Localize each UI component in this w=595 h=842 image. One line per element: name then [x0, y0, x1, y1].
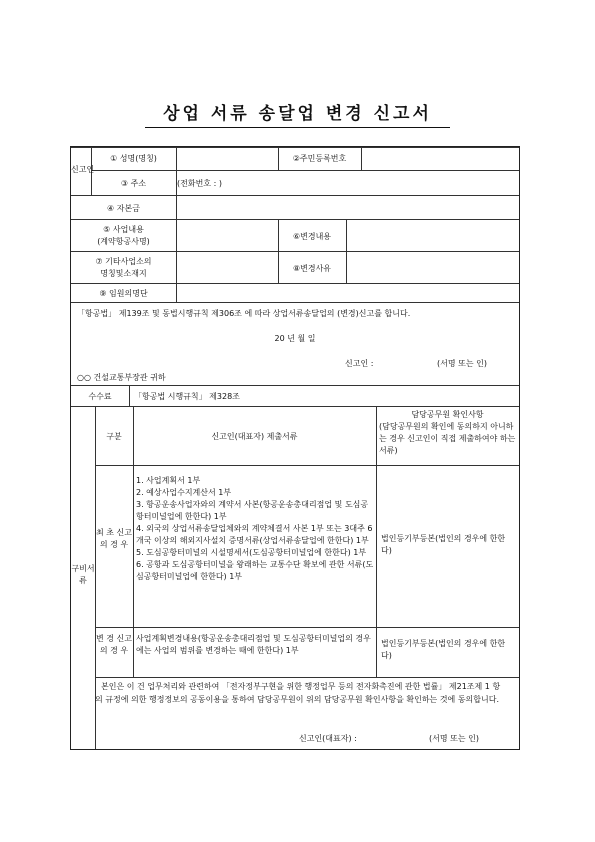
rule-row10	[95, 627, 519, 628]
other-office-label: ⑦ 기타사업소의	[95, 257, 152, 266]
address-phone-text: (전화번호 : )	[177, 179, 222, 188]
initial-officer-check: 법인등기부등본(법인의 경우에 한한다)	[381, 534, 506, 555]
change-content-label: ⑥변경내용	[292, 232, 332, 241]
initial-documents-list	[136, 475, 374, 583]
consent-text: 본인은 이 건 업무처리와 관련하여 「전자정부구현을 위한 행정업무 등의 전자화촉진에 관한 법률」 제21조제 1 항의 규정에 의한 행정정보의 공동이용을 통하여 담당공무원이 위의 담당공무원 확인사항을 확인하는 것에 동의합니다.	[95, 682, 501, 704]
rule-row1	[91, 170, 519, 171]
declaration-signature-note: (서명 또는 인)	[437, 359, 487, 368]
change-officer-check: 법인등기부등본(법인의 경우에 한한다)	[381, 639, 506, 660]
rule-row8	[71, 406, 519, 407]
declaration-addressee: ○○ 건설교통부장관 귀하	[77, 373, 166, 382]
report-form	[70, 146, 520, 750]
capital-label: ④ 자본금	[107, 204, 140, 213]
rule-fee-col	[129, 385, 130, 406]
rule-row4	[71, 251, 519, 252]
initial-document-item: 6. 공항과 도심공항터미널을 왕래하는 교통수단 확보에 관한 서류(도심공항터미널업에 한한다) 1부	[136, 560, 374, 581]
rule-mid-col-c	[361, 147, 362, 171]
consent-signer-field[interactable]	[376, 731, 426, 745]
initial-document-item: 2. 예상사업수지계산서 1부	[136, 488, 232, 497]
rrn-label: ②주민등록번호	[292, 154, 347, 163]
rule-row9	[95, 465, 519, 466]
initial-document-item: 3. 항공운송사업자와의 계약서 사본(항공운송총대리점업 및 도심공항터미널업에 한한다) 1부	[136, 500, 369, 521]
documents-officer-note: (담당공무원의 확인에 동의하지 아니하는 경우 신고인이 직접 제출하여야 하는 서류)	[379, 422, 516, 455]
initial-document-item: 5. 도심공항터미널의 시설명세서(도심공항터미널업에 한한다) 1부	[136, 548, 367, 557]
declaration-signer-label: 신고인 :	[345, 359, 374, 368]
rule-category-col	[133, 406, 134, 677]
rule-row11	[95, 677, 519, 678]
title-block	[0, 99, 595, 128]
rule-officer-col	[376, 406, 377, 677]
documents-category-header: 구분	[106, 432, 122, 441]
rule-row7	[71, 385, 519, 386]
business-label: ⑤ 사업내용	[103, 225, 144, 234]
rule-row6	[71, 302, 519, 303]
applicant-section-label: 신고인	[71, 165, 95, 174]
business-sub-label: (계약항공사명)	[97, 237, 150, 246]
fee-value: 「항공법 시행규칙」 제328조	[134, 392, 240, 401]
change-reason-label: ⑧변경사유	[292, 264, 332, 273]
consent-signer-label: 신고인(대표자) :	[299, 734, 357, 743]
documents-officer-header: 담당공무원 확인사항	[411, 410, 484, 419]
initial-document-item: 1. 사업계획서 1부	[136, 476, 201, 485]
initial-document-item: 4. 외국의 상업서류송달업체와의 계약체결서 사본 1부 또는 3대주 6개국 이상의 해외지사설치 증명서류(상업서류송달업에 한한다) 1부	[136, 524, 373, 545]
rule-mid-col-d	[346, 219, 347, 283]
rule-row5	[71, 283, 519, 284]
change-content-field[interactable]	[351, 225, 511, 247]
address-field[interactable]	[181, 175, 511, 191]
change-reason-field[interactable]	[351, 257, 511, 279]
rule-top	[71, 147, 519, 148]
officers-field[interactable]	[181, 286, 511, 300]
declaration-statement: 「항공법」 제139조 및 동법시행규칙 제306조 에 따라 상업서류송달업의 (변경)신고를 합니다.	[77, 309, 411, 318]
officers-label: ⑨ 임원의명단	[99, 289, 148, 298]
change-category-label: 변 경 신고의 경 우	[96, 634, 132, 655]
documents-side-label: 구비서류	[71, 564, 95, 585]
other-office-sub-label: 명칭및소재지	[100, 269, 147, 278]
rule-label-col	[176, 147, 177, 302]
name-label: ① 성명(명칭)	[110, 154, 157, 163]
rule-row3	[71, 219, 519, 220]
declaration-date: 20 년 월 일	[274, 334, 316, 343]
declaration-signer-field[interactable]	[383, 356, 433, 370]
rrn-field[interactable]	[366, 153, 516, 167]
form-title: 상업 서류 송달업 변경 신고서	[145, 99, 450, 128]
fee-label: 수수료	[88, 392, 112, 401]
address-label: ③ 주소	[120, 179, 147, 188]
rule-row2	[71, 195, 519, 196]
name-field[interactable]	[181, 153, 276, 167]
change-document-item: 사업계획변경내용(항공운송총대리점업 및 도심공항터미널업의 경우에는 사업의 범위를 변경하는 때에 한한다) 1부	[136, 634, 371, 655]
capital-field[interactable]	[181, 200, 511, 216]
initial-category-label: 최 초 신고의 경 우	[96, 528, 132, 549]
consent-signature-note: (서명 또는 인)	[429, 734, 479, 743]
documents-submitted-header: 신고인(대표자) 제출서류	[211, 432, 298, 441]
